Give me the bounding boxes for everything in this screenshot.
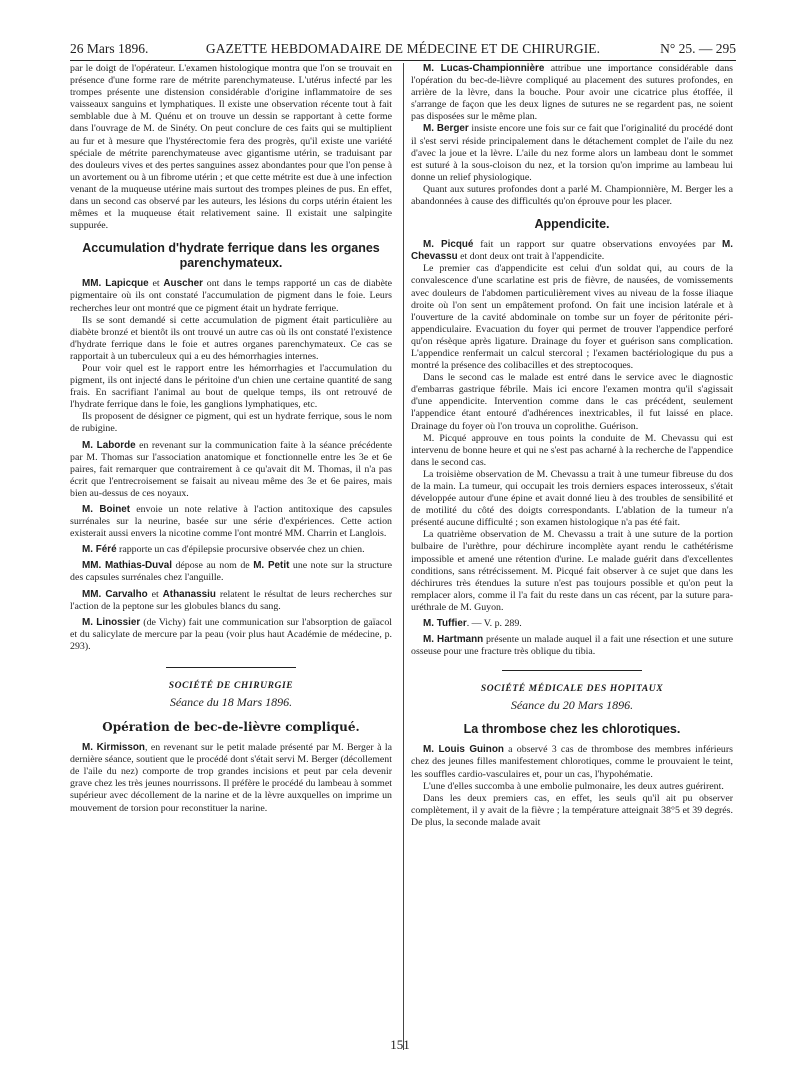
author-name: MM. Lapicque (82, 278, 149, 290)
paragraph-picque: M. Picqué fait un rapport sur quatre observations envoyées par M. Chevassu et dont deux ont trait à l'appendicite. (411, 239, 733, 263)
author-name: Athanassiu (162, 588, 216, 600)
section-title-hydrate: Accumulation d'hydrate ferrique dans les organes parenchymateux. (82, 241, 380, 271)
author-name: M. Petit (253, 560, 290, 572)
paragraph: Dans le second cas le malade est entré dans le service avec le diagnostic d'embarras gastrique fébrile. Mais ici encore l'examen montra qu'il s'agissait d'une appendicite. Intervention comme dans le cas précédent, seulement l'appendice étant entouré d'adhérences inextricables, il fut laissé en place. Drainage du foyer où l'on trouva un coprolithe. Guérison. (411, 372, 733, 432)
paragraph: Le premier cas d'appendicite est celui d'un soldat qui, au cours de la convalescence d'une scarlatine est pris de fièvre, de nausées, de vomissements avec douleurs de l'abdomen particulièrement vives au niveau de la fosse iliaque droite où l'on sent un empâtement profond. On fait une incision latérale et à l'ouverture de la cavité abdominale on tombe sur un foyer de péritonite péri-appendiculaire. Evacuation du foyer qui permet de trouver l'appendice perforé qu'on résèque après ligature. Drainage du foyer et guérison sans complication. L'appendice renfermait un calcul stercoral ; l'examen bactériologique du pus a montré la présence des colibacilles et des streptocoques. (411, 263, 733, 372)
paragraph: Dans les deux premiers cas, en effet, les seuls qu'il ait pu observer complètement, il y avait de la fièvre ; la température atteignait 38°5 et 39 degrés. De plus, la seconde malade avait (411, 792, 733, 828)
paragraph: La troisième observation de M. Chevassu a trait à une tumeur fibreuse du dos de la main. La tumeur, qui occupait les trois derniers espaces interosseux, s'était développée autour d'une épine et avait donné lieu à des troubles de sensibilité et de motilité du côté des doigts correspondants. L'ablation de la tumeur n'a présenté aucune difficulté ; son examen histologique n'a pas été fait. (411, 468, 733, 529)
paragraph: M. Picqué approuve en tous points la conduite de M. Chevassu qui est intervenu de bonne heure et qui ne s'est pas acharné à la recherche de l'appendice dans le second cas. (411, 432, 733, 468)
paragraph-guinon: M. Louis Guinon a observé 3 cas de thrombose des membres inférieurs chez des jeunes filles manifestement chlorotiques, comme le prouvaient le teint, les souffles cardio-vasculaires et, pour un cas, l'hypohématie. (411, 744, 733, 780)
header-issue-page: N° 25. — 295 (660, 41, 736, 56)
header-date: 26 Mars 1896. (70, 41, 149, 56)
society-heading: SOCIÉTÉ DE CHIRURGIE (168, 681, 294, 692)
author-name: Auscher (163, 278, 203, 290)
right-column (411, 63, 733, 829)
column-divider (403, 63, 404, 1050)
paragraph-carvalho: MM. Carvalho et Athanassiu relatent le résultat de leurs recherches sur l'action de la peptone sur les globules blancs du sang. (70, 588, 392, 612)
seance-date: Séance du 20 Mars 1896. (510, 698, 634, 713)
author-name: M. Féré (82, 544, 117, 556)
author-name: MM. Carvalho (82, 588, 148, 600)
author-name: M. Chevassu (411, 239, 733, 263)
paragraph-tuffier: M. Tuffier. — V. p. 289. (423, 618, 522, 630)
paragraph-fere: M. Féré rapporte un cas d'épilepsie procursive observée chez un chien. (82, 544, 365, 556)
section-rule (502, 670, 642, 671)
paragraph: par le doigt de l'opérateur. L'examen histologique montra que l'on se trouvait en présence d'une forme rare de métrite parenchymateuse. L'utérus infecté par les trompes présente une distension considérable d'origine inflammatoire de ses vaisseaux sanguins et lymphatiques. Il existe une observation récente tout à fait semblable due à M. Quénu et on trouve un dessin se rapportant à cette forme dans l'ouvrage de M. de Sinéty. On peut conclure de ces faits qui se multiplient au fur et à mesure que l'hystérectomie fera des progrès, qu'il existe une variété spéciale de métrite parenchymateuse avec gigantisme utérin, se traduisant par des douleurs vives et des pertes sanguines assez abondantes pour que l'on pense à un avortement ou à un fibrome utérin ; et que cette métrite est due à une infection venant de la muqueuse utérine mais surtout des trompes pleines de pus. En effet, dans un second cas observé par les auteurs, les lésions du corps utérin étaient les mêmes et la muqueuse était relativement saine. Il existait une salpingite suppurée. (70, 63, 392, 232)
paragraph: L'une d'elles succomba à une embolie pulmonaire, les deux autres guérirent. (423, 780, 724, 792)
paragraph-laborde: M. Laborde en revenant sur la communication faite à la séance précédente par M. Thomas sur l'association anatomique et fonctionnelle entre les 3e et 6e paires, fait remarquer que contrairement à ce qu'avait dit M. Thomas, il n'a pas écrit que l'entrecroisement se faisait au niveau même des 3e et 6e paires, mais bien au-dessus de ces noyaux. (70, 439, 392, 499)
paragraph: Quant aux sutures profondes dont a parlé M. Championnière, M. Berger les a abandonnées à cause des difficultés qu'on éprouve pour les placer. (411, 183, 733, 208)
seance-date: Séance du 18 Mars 1896. (169, 695, 293, 710)
author-name: M. Lucas-Championnière (423, 63, 545, 74)
section-rule (166, 667, 296, 668)
author-name: M. Louis Guinon (423, 744, 504, 756)
author-name: M. Kirmisson (82, 742, 145, 754)
page-folio: 151 (390, 1037, 410, 1052)
author-name: M. Picqué (423, 239, 474, 251)
paragraph-hartmann: M. Hartmann présente un malade auquel il a fait une résection et une suture osseuse pour une fracture très oblique du tibia. (411, 634, 733, 658)
paragraph: Ils se sont demandé si cette accumulation de pigment était particulière au diabète bronzé et bientôt ils ont trouvé un autre cas où ils ont constaté l'existence d'hydrate ferrique dans le foie et autres organes parenchymateux. Ce cas se rapportait à un tuberculeux qui a eu des hémorrhagies internes. (70, 314, 392, 362)
author-name: M. Hartmann (423, 634, 484, 646)
author-name: MM. Mathias-Duval (82, 560, 172, 572)
paragraph-boinet: M. Boinet envoie un note relative à l'action antitoxique des capsules surrénales sur la neurine, basée sur une série d'expériences. Cette action existerait aussi envers la nicotine comme l'ont montré MM. Charrin et Langlois. (70, 504, 392, 540)
author-name: M. Laborde (82, 439, 136, 451)
section-title-thrombose: La thrombose chez les chlorotiques. (463, 722, 681, 737)
paragraph: La quatrième observation de M. Chevassu a trait à une suture de la portion bulbaire de l'urèthre, pour déchirure incomplète ayant rendu le cathétérisme impossible et amené une rétention d'urine. Le malade guérit dans d'excellentes conditions, sans rétrécissement. M. Picqué fait observer à ce sujet que dans les déchirures très étendues la suture n'est pas toujours possible et qu'on peut la remplacer alors, comme il l'a fait du reste dans un cas récent, par la suture para-uréthrale de M. Guyon. (411, 529, 733, 613)
society-heading: SOCIÉTÉ MÉDICALE DES HOPITAUX (480, 684, 664, 695)
running-header (70, 40, 736, 58)
paragraph-berger: M. Berger insiste encore une fois sur ce fait que l'originalité du procédé dont il s'est servi réside principalement dans le détachement complet de l'aile du nez d'avec la joue et la lèvre. L'aile du nez forme alors un lambeau dont le sommet est suturé à la sous-cloison du nez, et la torsion qu'on imprime au lambeau lui donne un relief physiologique. (411, 123, 733, 183)
section-title-appendicite: Appendicite. (534, 217, 610, 232)
paragraph: Pour voir quel est le rapport entre les hémorrhagies et l'accumulation du pigment, ils ont injecté dans le péritoine d'un chien une certaine quantité de sang frais. En sacrifiant l'animal au bout de quelque temps, ils ont retrouvé de l'hydrate ferrique dans le foie, les ganglions lymphatiques, etc. (70, 362, 392, 411)
author-name: M. Linossier (82, 616, 141, 628)
section-title-bec-de-lievre: Opération de bec-de-lièvre compliqué. (102, 720, 360, 735)
paragraph-lapicque: MM. Lapicque et Auscher ont dans le temps rapporté un cas de diabète pigmentaire où ils ont constaté l'accumulation de pigment dans le foie. Leurs recherches leur ont montré que ce pigment était un hydrate ferrique. (70, 278, 392, 314)
author-name: M. Tuffier (423, 618, 467, 630)
paragraph: Ils proposent de désigner ce pigment, qui est un hydrate ferrique, sous le nom de rubigine. (70, 411, 392, 435)
paragraph-kirmisson: M. Kirmisson, en revenant sur le petit malade présenté par M. Berger à la dernière séance, soutient que le procédé dont s'était servi M. Berger (décollement de l'aile du nez) comporte de trop grandes incisions et peut par cela devenir grave chez les très jeunes nourrissons. Il préfère le procédé du lambeau à sommet supérieur avec décollement de la narine et de la lèvre auxquelles on imprime un mouvement de torsion pour reconstituer la narine. (70, 742, 392, 814)
header-rule (70, 60, 736, 61)
paragraph-mathias-duval: MM. Mathias-Duval dépose au nom de M. Petit une note sur la structure des capsules surrénales chez l'anguille. (70, 560, 392, 584)
author-name: M. Boinet (82, 504, 131, 515)
header-journal-title: GAZETTE HEBDOMADAIRE DE MÉDECINE ET DE CHIRURGIE. (205, 41, 601, 56)
author-name: M. Berger (423, 123, 469, 135)
paragraph-linossier: M. Linossier (de Vichy) fait une communication sur l'absorption de gaïacol et du salicylate de mercure par la peau (voir plus haut Académie de médecine, p. 293). (70, 616, 392, 652)
paragraph-lucas-championniere: M. Lucas-Championnière attribue une importance considérable dans l'opération du bec-de-lièvre compliqué au placement des sutures profondes, en arrière de la lèvre, dans la bouche. Pour avoir une cicatrice plus étoffée, il s'arrange de façon que les deux lignes de sutures ne se regardent pas, ne soient pas disposées sur le même plan. (411, 63, 733, 123)
left-column (70, 63, 392, 815)
